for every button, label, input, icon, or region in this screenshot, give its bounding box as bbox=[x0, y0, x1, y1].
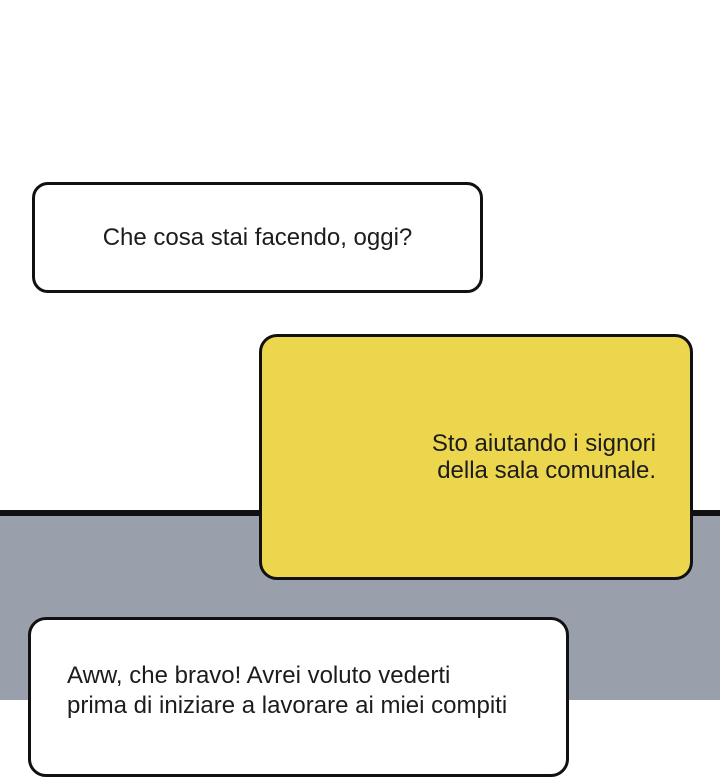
speech-bubble-bottom bbox=[28, 617, 569, 777]
speech-bubble-text-line: prima di iniziare a lavorare ai miei compiti bbox=[67, 692, 508, 719]
speech-bubble-text-line: della sala comunale. bbox=[437, 457, 656, 484]
speech-bubble-text-line: Sto aiutando i signori bbox=[431, 430, 656, 457]
speech-bubble-reply bbox=[259, 334, 693, 580]
speech-bubble-question bbox=[32, 182, 483, 293]
speech-bubble-text: Che cosa stai facendo, oggi? bbox=[102, 223, 413, 251]
speech-bubble-text-line: Aww, che bravo! Avrei voluto vederti bbox=[67, 662, 451, 689]
